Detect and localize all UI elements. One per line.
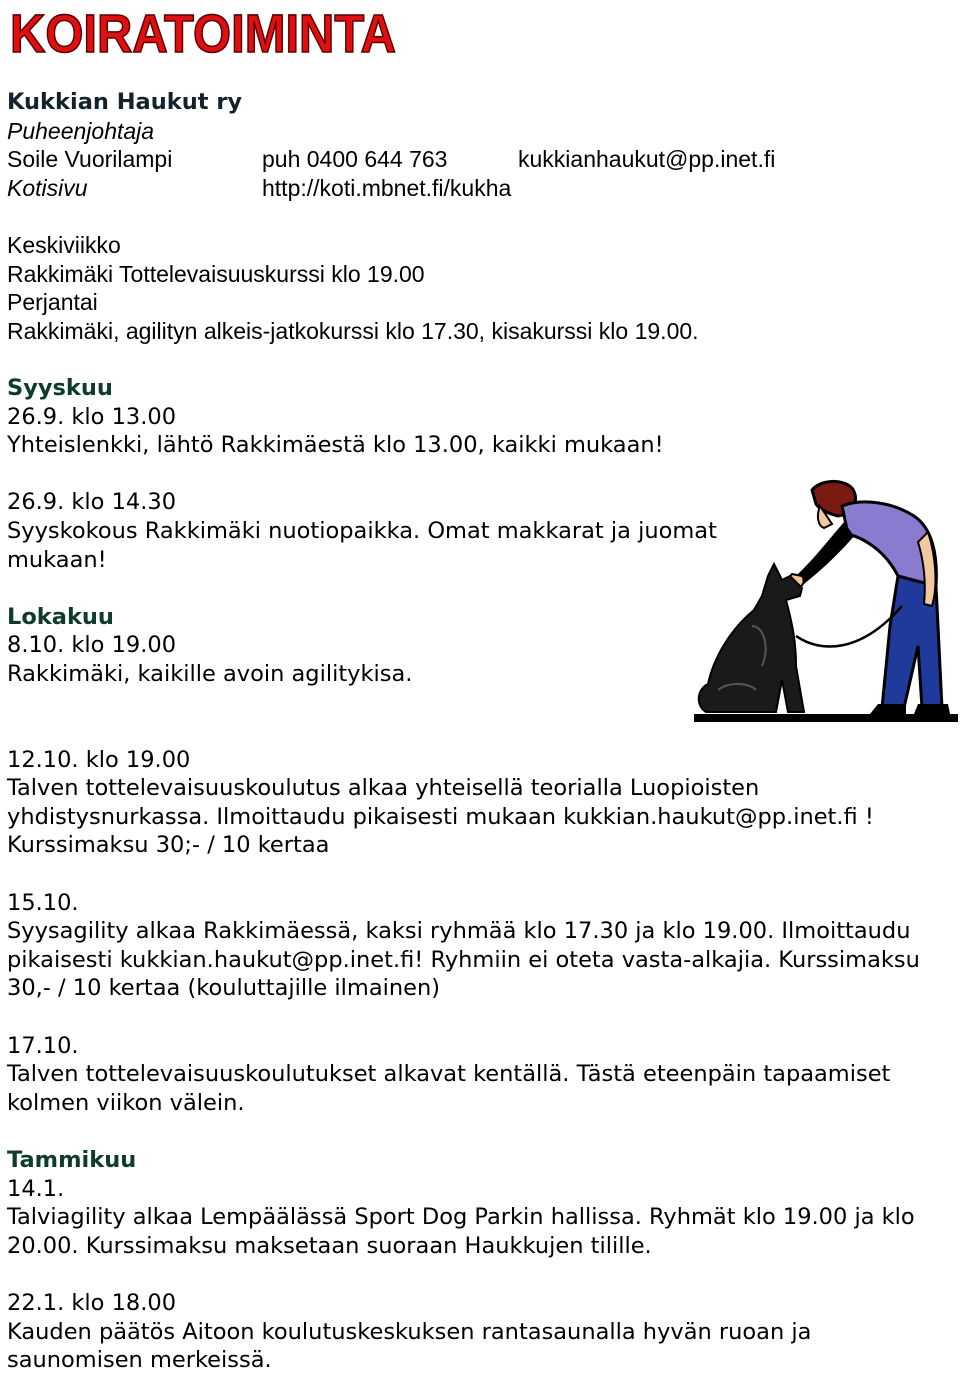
event-date: 8.10. klo 19.00	[7, 632, 177, 659]
month-heading-lokakuu: Lokakuu	[7, 603, 114, 630]
club-email[interactable]: kukkianhaukut@pp.inet.fi	[518, 146, 776, 173]
homepage-link[interactable]: http://koti.mbnet.fi/kukha	[262, 174, 512, 201]
dog-and-handler-illustration	[692, 476, 960, 724]
event-text: Rakkimäki, kaikille avoin agilitykisa.	[7, 660, 413, 687]
event-text: Kauden päätös Aitoon koulutuskeskuksen rantasaunalla hyvän ruoan ja saunomisen merkeissä.	[7, 1318, 812, 1374]
event-text: Talviagility alkaa Lempäälässä Sport Dog Parkin hallissa. Ryhmät klo 19.00 ja klo 20.00. Kurssimaksu maksetaan suoraan Haukkujen tilille.	[7, 1204, 915, 1259]
event-text: Syysagility alkaa Rakkimäessä, kaksi ryhmää klo 17.30 ja klo 19.00. Ilmoittaudu pikaisesti kukkian.haukut@pp.inet.fi! Ryhmiin ei oteta vasta-alkajia. Kurssimaksu 30,- / 10 kertaa (kouluttajille ilmainen)	[7, 918, 920, 1002]
chair-phone: puh 0400 644 763	[262, 146, 448, 173]
banner-wordart	[7, 2, 399, 60]
event-date: 26.9. klo 13.00	[7, 403, 177, 430]
weekday-friday: Perjantai	[7, 289, 98, 316]
month-heading-syyskuu: Syyskuu	[7, 374, 113, 401]
event-text: Yhteislenkki, lähtö Rakkimäestä klo 13.00, kaikki mukaan!	[7, 432, 664, 459]
homepage-row	[7, 174, 947, 203]
ground-shadow	[694, 714, 958, 722]
event-date: 22.1. klo 18.00	[7, 1289, 177, 1316]
event-text: Syyskokous Rakkimäki nuotiopaikka. Omat makkarat ja juomat mukaan!	[7, 517, 717, 573]
wednesday-activity: Rakkimäki Tottelevaisuuskurssi klo 19.00	[7, 260, 425, 287]
weekday-wednesday: Keskiviikko	[7, 231, 121, 258]
event-date: 14.1.	[7, 1175, 65, 1202]
banner-title: KOIRATOIMINTA	[10, 4, 396, 60]
event-date: 17.10.	[7, 1032, 79, 1059]
event-date: 12.10. klo 19.00	[7, 746, 191, 773]
chair-name: Soile Vuorilampi	[7, 146, 173, 173]
event-text: Talven tottelevaisuuskoulutus alkaa yhteisellä teorialla Luopioisten yhdistysnurkassa. Ilmoittaudu pikaisesti mukaan kukkian.haukut@pp.inet.fi ! Kurssimaksu 30;- / 10 kertaa	[7, 775, 874, 859]
friday-activity: Rakkimäki, agilityn alkeis-jatkokurssi klo 17.30, kisakurssi klo 19.00.	[7, 317, 699, 344]
contact-row	[7, 145, 947, 174]
chair-label: Puheenjohtaja	[7, 117, 155, 144]
event-date: 26.9. klo 14.30	[7, 489, 177, 516]
page-banner	[7, 2, 399, 60]
dog-figure	[699, 564, 804, 712]
club-name: Kukkian Haukut ry	[7, 89, 243, 115]
event-date: 15.10.	[7, 889, 79, 916]
homepage-label: Kotisivu	[7, 174, 88, 201]
handler-figure	[789, 481, 950, 714]
document-body	[7, 88, 947, 1375]
month-heading-tammikuu: Tammikuu	[7, 1146, 137, 1173]
event-text: Talven tottelevaisuuskoulutukset alkavat kentällä. Tästä eteenpäin tapaamiset kolmen viikon välein.	[7, 1061, 891, 1116]
